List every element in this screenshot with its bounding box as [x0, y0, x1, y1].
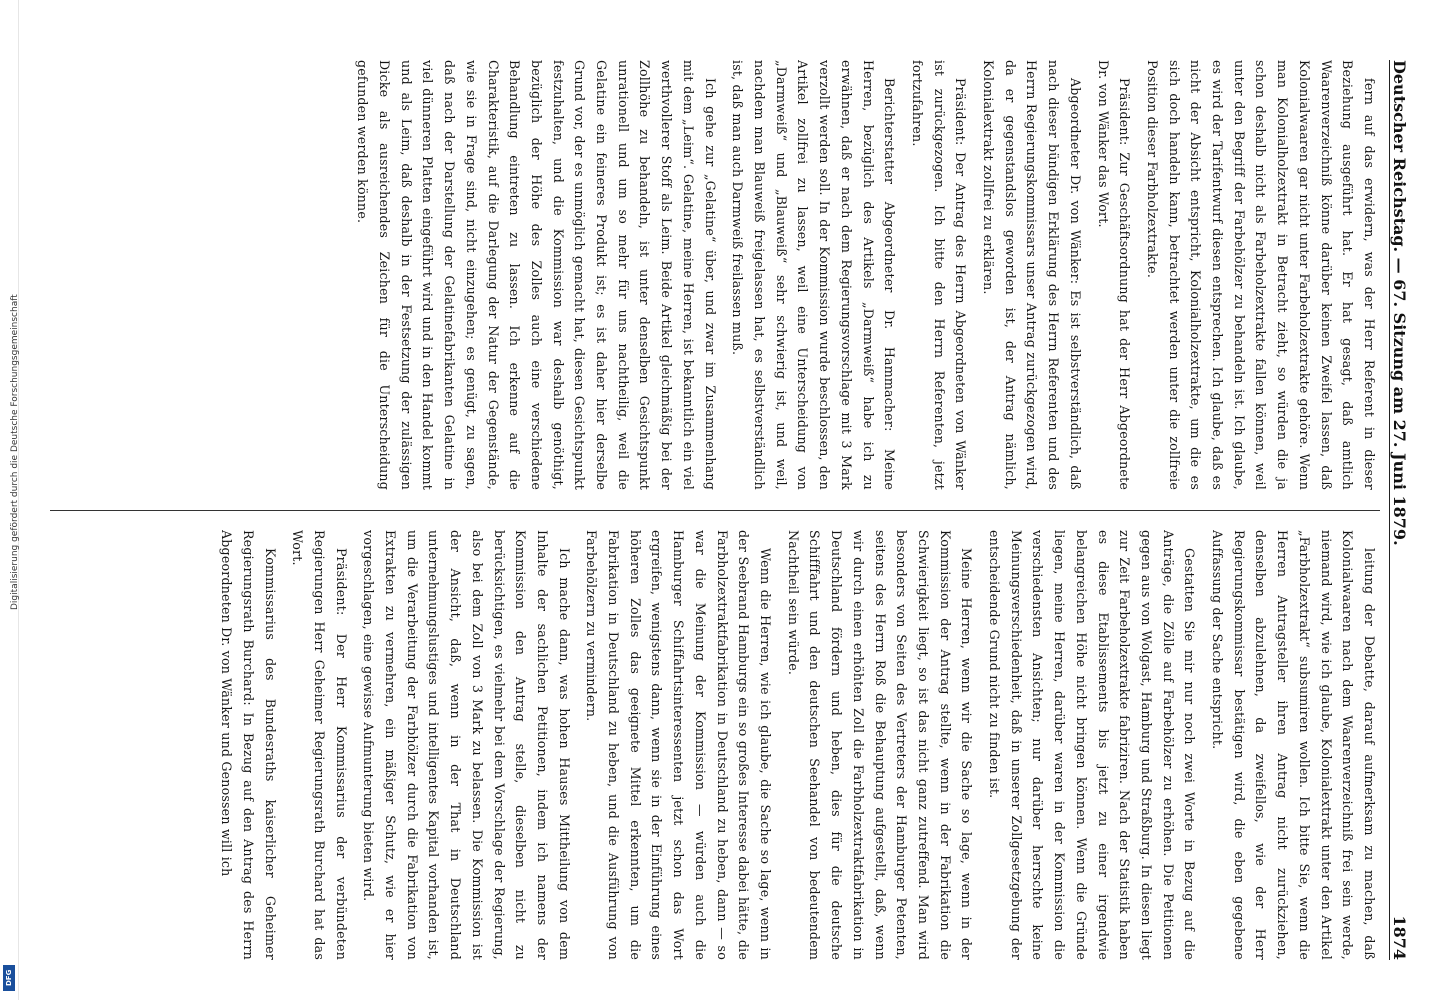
- paragraph: Wenn die Herren, wie ich glaube, die Sache so lage, wenn in der Seebrand Hamburgs ein so großes Interesse dabei hätte, die Farbholzextraktfabrikation in Deutschland zu heben, dann — so war die Meinung der Kommission — würden auch die Hamburger Schiffahrtsinteressenten jetzt schon das Wort ergreifen, wenigstens dann, wenn sie in der Einführung eines höheren Zolles das geeignete Mittel erkennten, um die Fabrikation in Deutschland zu heben, und die Ausführung von Farbehölzern zu vermindern.: [584, 530, 774, 960]
- paragraph: Kommissarius des Bundesraths kaiserlicher Geheimer Regierungsrath Burchard: In Bezug auf den Antrag des Herrn Abgeordneten Dr. von Wänker und Genossen will ich: [219, 530, 278, 960]
- paragraph: leitung der Debatte, darauf aufmerksam zu machen, daß Kolonialwaaren nach dem Waarenverzeichniß frei sein werde, niemand wird, wie ich glaube, Kolonialextrakt unter den Artikel „Farbholzextrakt“ subsumiren wollen. Ich bitte Sie, wenn die Herren Antragsteller ihren Antrag nicht zurückziehen, denselben abzulehnen, da zweifellos, wie der Herr Regierungskommissar bestätigen wird, die eben gegebene Auffassung der Sache entspricht.: [1210, 530, 1377, 960]
- paragraph: Ich mache dann, was hohen Hauses Mittheilung von dem Inhalte der sachlichen Petitionen, indem ich namens der Kommission den Antrag stelle, dieselben nicht zu berücksichtigen, es vielmehr bei dem Vorschlage der Regierung, also bei dem Zoll von 3 Mark zu belassen. Die Kommission ist der Ansicht, daß, wenn in der That in Deutschland unternehmungslustiges und intelligentes Kapital vorhanden ist, um die Verarbeitung der Farbhölzer durch die Fabrikation von Extrakten zu vermehren, ein mäßiger Schutz, wie er hier vorgeschlagen, eine gewisse Aufmunterung bieten wird.: [361, 530, 572, 960]
- column-divider: [50, 510, 1380, 511]
- paragraph: Ich gehe zur „Gelatine“ über, und zwar im Zusammenhang mit dem „Leim“. Gelatine, meine Herren, ist bekanntlich ein viel werthvollerer Stoff als Leim. Beide Artikel gleichmäßig bei der Zollhöhe zu behandeln, ist unter denselben Gesichtspunkt unrationell und um so mehr für uns nachtheilig, weil die Gelatine ein feineres Produkt ist; es ist daher hier derselbe Grund vor, der es unmöglich gemacht hat, diesen Gesichtspunkt festzuhalten, und die Kommission war deshalb genöthigt, bezüglich der Höhe des Zolles auch eine verschiedene Behandlung eintreten zu lassen. Ich erkenne auf die Charakteristik, auf die Darlegung der Natur der Gegenstände, wie sie in Frage sind, nicht einzugehen; es genügt, zu sagen, daß nach der Darstellung der Gelatinefabrikanten Gelatine in viel dünneren Platten eingeführt wird und in den Handel kommt und als Leim, daß deshalb in der Festsetzung der zulässigen Dicke als ausreichendes Zeichen für die Unterscheidung gefunden werden könne.: [355, 60, 718, 490]
- rotated-page-content: [30, 40, 1420, 980]
- paragraph: Meine Herren, wenn wir die Sache so lage, wenn in der Kommission der Antrag stellte, wenn in der Fabrikation die Schwierigkeit liegt, so ist das nicht ganz zutreffend. Man wird besonders von Seiten des Vertreters der Hamburger Petenten, seitens des Herrn Roß die Behauptung aufgestellt, daß, wenn wir durch einen erhöhten Zoll die Farbholzextraktfabrikation in Deutschland fördern und heben, dies für die deutsche Schifffahrt und den deutschen Seehandel von bedeutendem Nachtheil sein würde.: [785, 530, 975, 960]
- paragraph: Berichterstatter Abgeordneter Dr. Hammacher: Meine Herren, bezüglich des Artikels „Darmweiß“ habe ich zu erwähnen, daß er nach dem Regierungsvorschlage mit 3 Mark verzollt werden soll. In der Kommission wurde beschlossen, den Artikel zollfrei zu lassen, weil eine Unterscheidung von „Darmweiß“ und „Blauweiß“ sehr schwierig ist, und weil, nachdem man Blauweiß freigelassen hat, es selbstverständlich ist, daß man auch Darmweiß freilassen muß.: [730, 60, 898, 490]
- paragraph: Präsident: Zur Geschäftsordnung hat der Herr Abgeordnete Dr. von Wänker das Wort.: [1095, 60, 1133, 490]
- document-page: [30, 40, 1420, 980]
- paragraph: Abgeordneter Dr. von Wänker: Es ist selbstverständlich, daß nach dieser bündigen Erklärung des Herrn Referenten und des Herrn Regierungskommissars unser Antrag zurückgezogen wird, da er gegenstandslos geworden ist, der Antrag nämlich, Kolonialextrakt zollfrei zu erklären.: [981, 60, 1083, 490]
- dfg-logo: DFG: [3, 965, 15, 991]
- paragraph: Präsident: Der Herr Kommissarius der verbündeten Regierungen Herr Geheimer Regierungsrath Burchard hat das Wort.: [290, 530, 349, 960]
- viewer-side-strip: [0, 0, 19, 1000]
- page-title: Deutscher Reichstag. — 67. Sitzung am 27. Juni 1879.: [1390, 60, 1409, 546]
- right-column: [50, 530, 1380, 960]
- page-number: 1874: [1390, 915, 1409, 960]
- page-header: [1389, 60, 1420, 960]
- funding-note: Digitalisierung gefördert durch die Deutsche Forschungsgemeinschaft: [10, 294, 20, 610]
- paragraph: Präsident: Der Antrag des Herrn Abgeordneten von Wänker ist zurückgezogen. Ich bitte den Herrn Referenten, jetzt fortzufahren.: [909, 60, 969, 490]
- left-column: [50, 60, 1380, 490]
- paragraph: Gestatten Sie mir nur noch zwei Worte in Bezug auf die Anträge, die Zölle auf Farbehölzer zu erhöhen. Die Petitionen gegen aus von Wolgast, Hamburg und Straßburg. In diesen liegt zur Zeit Farbeholzextrakte fabriziren. Nach der Statistik haben es diese Etablissements bis jetzt zu einer irgendwie belangreichen Höhe nicht bringen können. Wenn die Gründe liegen, meine Herren, darüber waren in der Kommission die verschiedensten Ansichten; nur darüber herrschte keine Meinungsverschiedenheit, daß in unserer Zollgesetzgebung der entscheidende Grund nicht zu finden ist.: [987, 530, 1198, 960]
- paragraph: fern auf das erwidern, was der Herr Referent in dieser Beziehung ausgeführt hat. Er hat gesagt, daß amtlich Waarenverzeichniß könne darüber keinen Zweifel lassen, daß Kolonialwaaren gar nicht unter Farbeholzextrakte gehöre. Wenn man Kolonialholzextrakt in Betracht zieht, so würden die ja schon deshalb nicht als Farbeholzextrakte fallen können, weil unter den Begriff der Farbehölzer zu behandeln ist. Ich glaube, es wird der Tarifentwurf diesen entsprechen. Ich glaube, daß es nicht der Absicht entspricht, Kolonialholzextrakte, um die es sich doch handeln kann, betrachtet werden unter die zollfreie Position dieser Farbholzextrakte.: [1144, 60, 1377, 490]
